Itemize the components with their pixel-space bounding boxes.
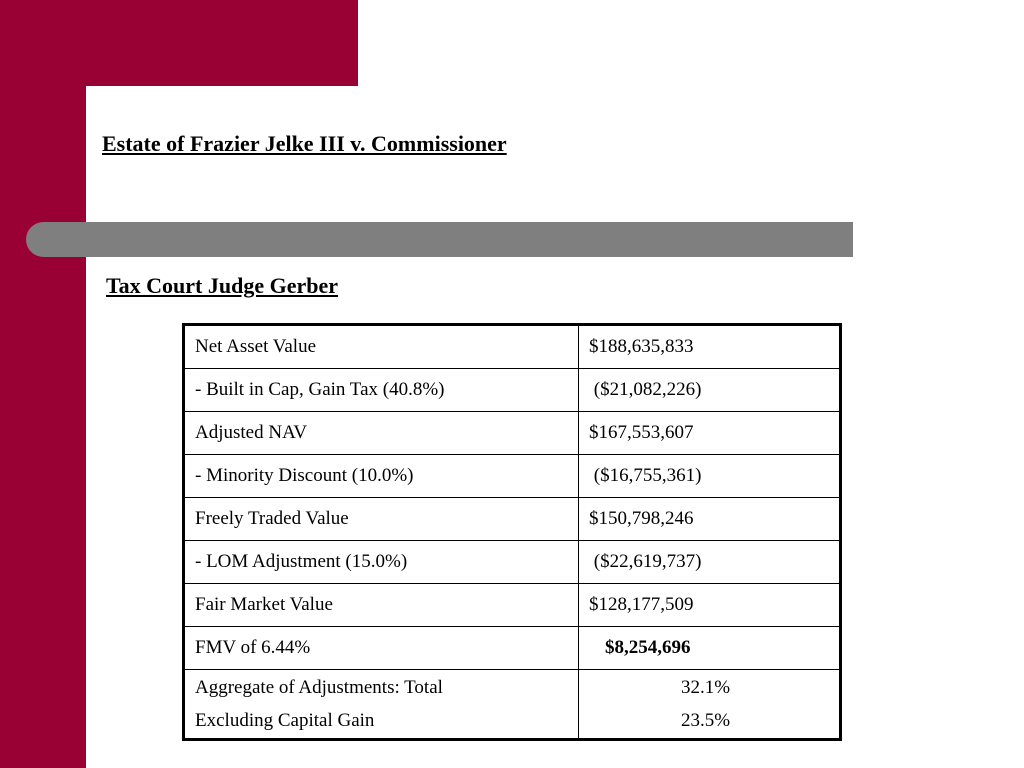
row-value: $150,798,246 xyxy=(579,498,841,541)
row-value: $167,553,607 xyxy=(579,412,841,455)
top-accent-band xyxy=(0,0,358,86)
aggregate-value-excluding: 23.5% xyxy=(681,710,731,731)
aggregate-label-total: Aggregate of Adjustments: Total xyxy=(195,677,443,698)
row-label: - LOM Adjustment (15.0%) xyxy=(184,541,579,584)
row-value: ($22,619,737) xyxy=(579,541,841,584)
row-value-highlight: $8,254,696 xyxy=(579,627,841,670)
aggregate-value-total: 32.1% xyxy=(681,677,731,698)
row-value: $128,177,509 xyxy=(579,584,841,627)
aggregate-label xyxy=(184,670,579,740)
slide-title: Estate of Frazier Jelke III v. Commissioner xyxy=(102,131,507,156)
row-label: Net Asset Value xyxy=(184,325,579,369)
row-value: ($16,755,361) xyxy=(579,455,841,498)
aggregate-values xyxy=(579,670,841,740)
row-label: - Minority Discount (10.0%) xyxy=(184,455,579,498)
divider-bar xyxy=(26,222,853,257)
aggregate-label-excluding: Excluding Capital Gain xyxy=(195,710,375,731)
left-accent-band xyxy=(0,0,86,768)
row-label: Fair Market Value xyxy=(184,584,579,627)
table-row xyxy=(184,325,841,369)
table-row xyxy=(184,498,841,541)
table-row xyxy=(184,455,841,498)
valuation-table xyxy=(182,323,842,741)
row-label: - Built in Cap, Gain Tax (40.8%) xyxy=(184,369,579,412)
table-row xyxy=(184,541,841,584)
row-label: Freely Traded Value xyxy=(184,498,579,541)
table-row xyxy=(184,369,841,412)
table-row xyxy=(184,412,841,455)
slide-subtitle: Tax Court Judge Gerber xyxy=(106,273,339,298)
table-row-aggregate xyxy=(184,670,841,740)
row-label: Adjusted NAV xyxy=(184,412,579,455)
row-label: FMV of 6.44% xyxy=(184,627,579,670)
row-value: $188,635,833 xyxy=(579,325,841,369)
corner-curve xyxy=(86,86,130,130)
table-row xyxy=(184,584,841,627)
row-value: ($21,082,226) xyxy=(579,369,841,412)
table-row xyxy=(184,627,841,670)
